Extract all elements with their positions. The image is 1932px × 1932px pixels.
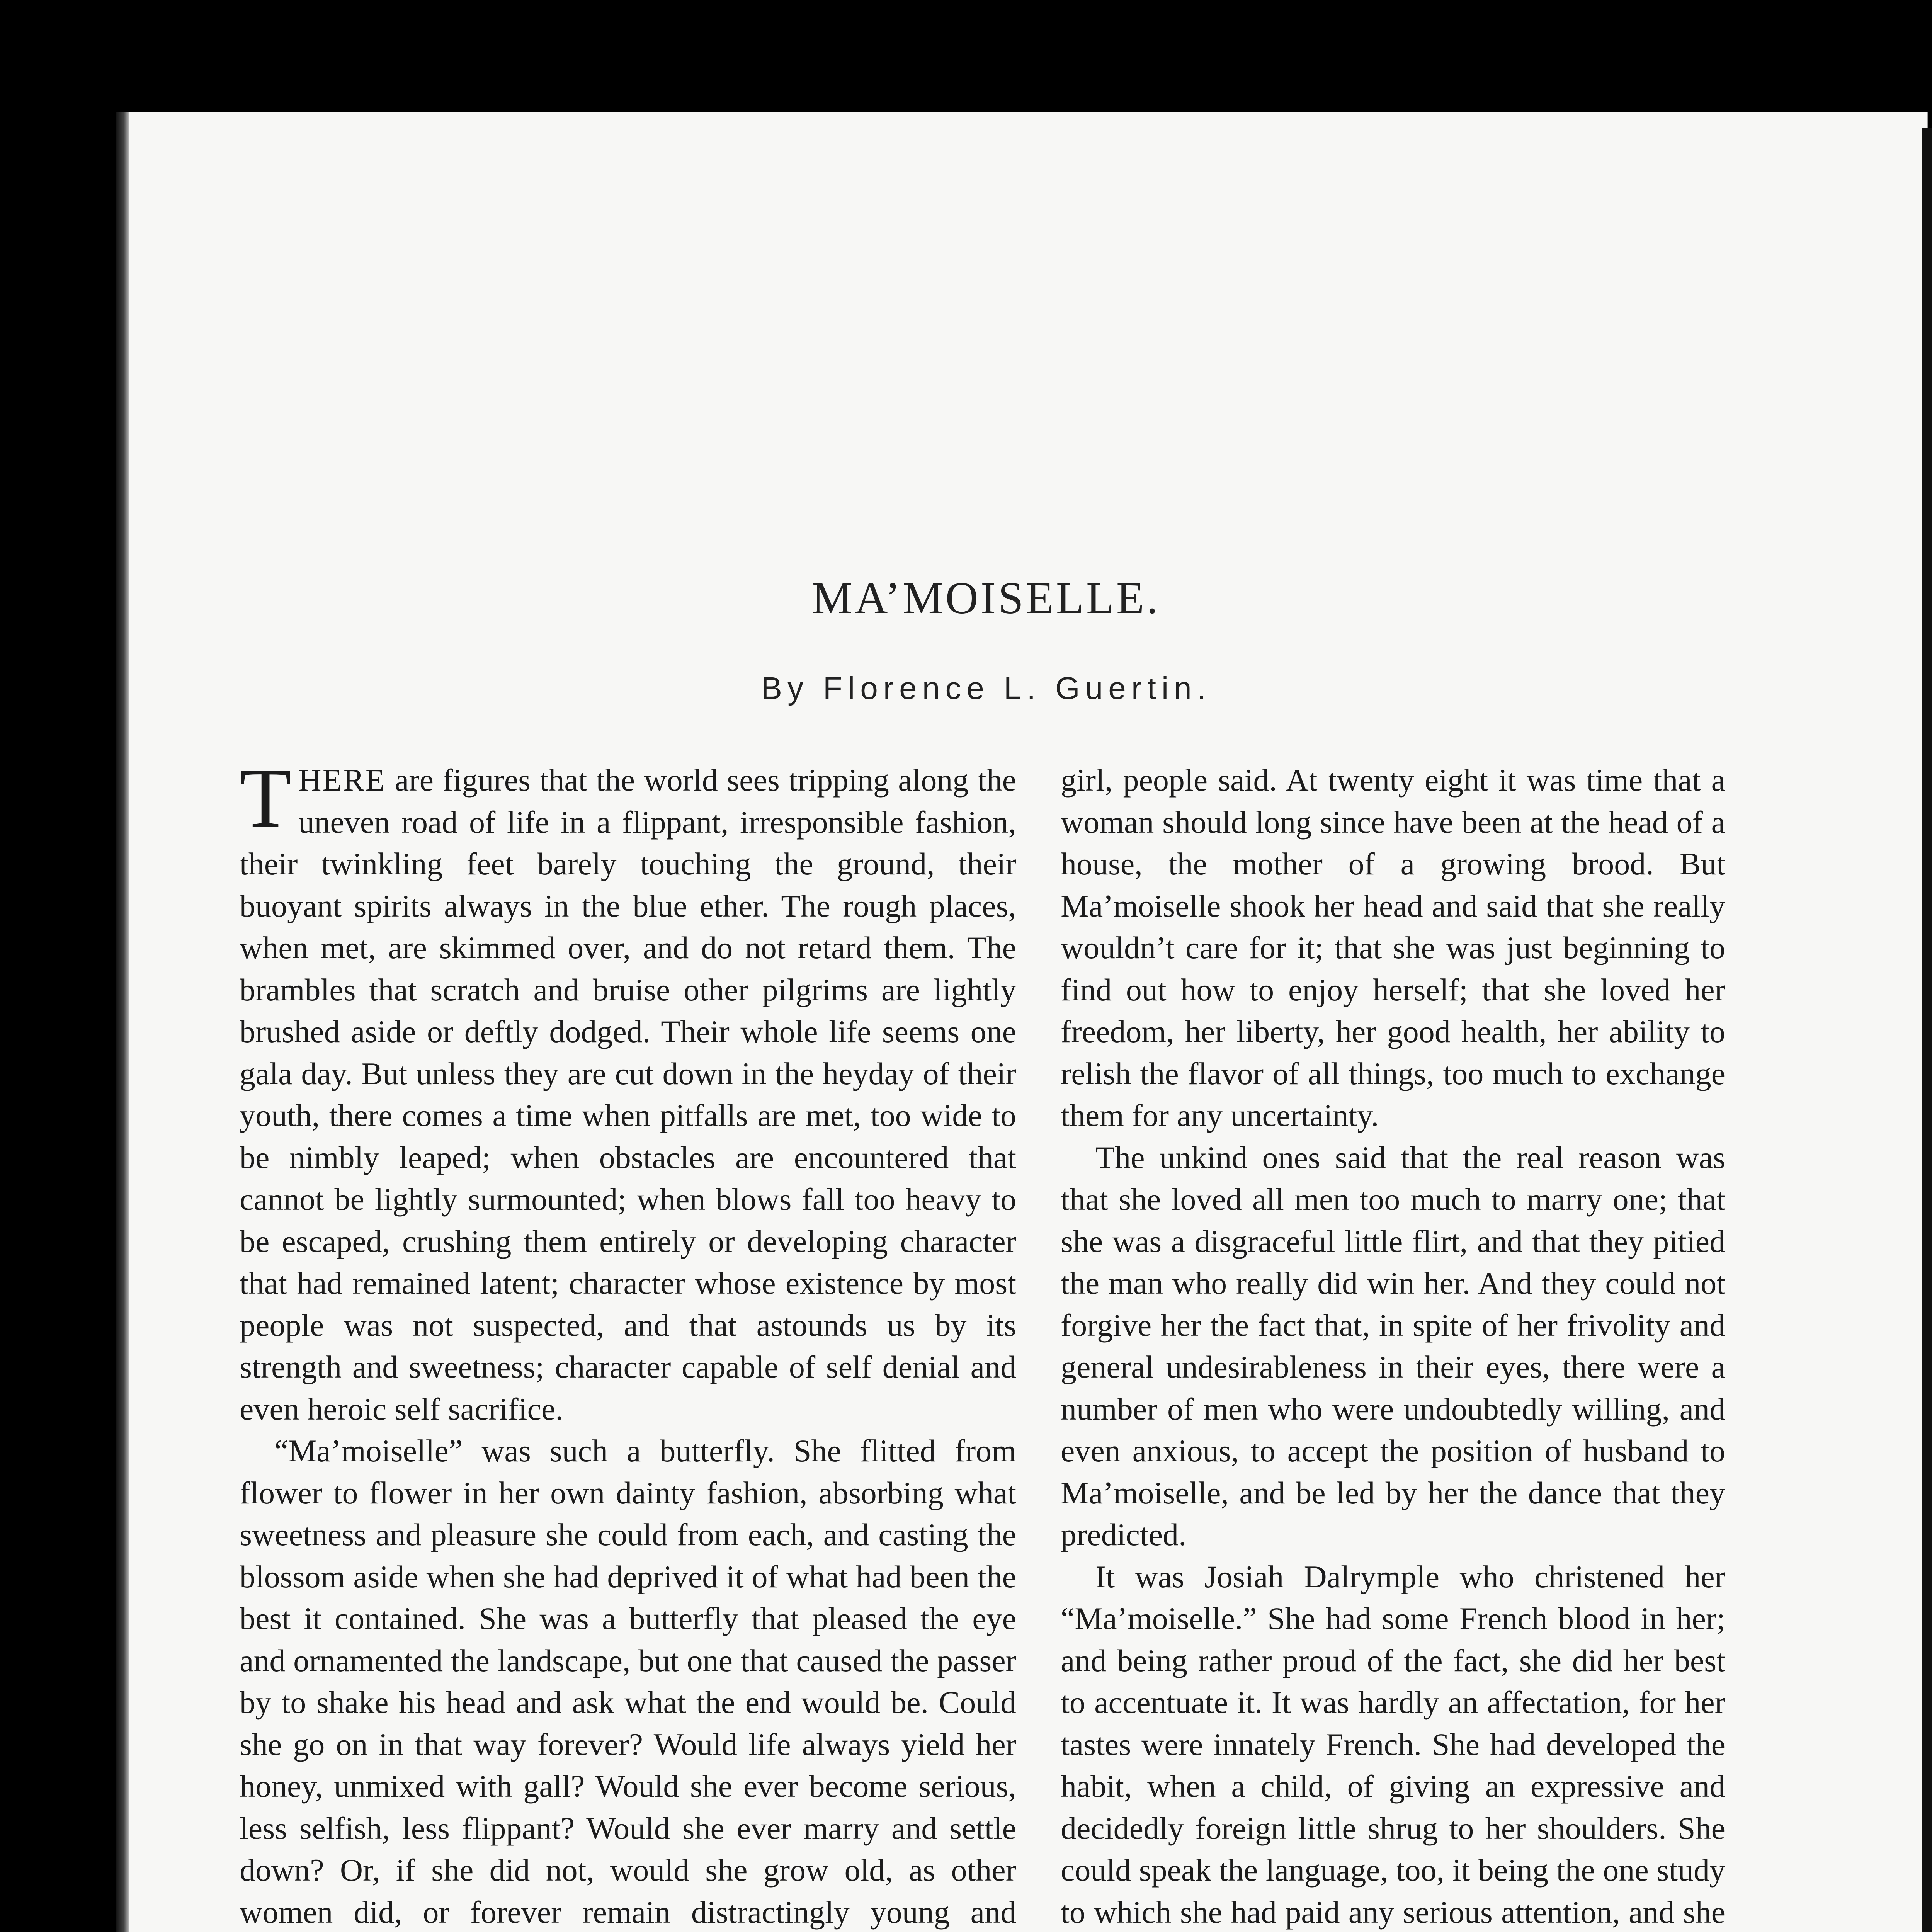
article-byline: By Florence L. Guertin.	[761, 671, 1211, 706]
paragraph: girl, people said. At twenty eight it was time that a woman should long since have been at the head of a house, the mother of a growing brood. But Ma’moiselle shook her head and said that she really wouldn’t care for it; that she was just beginning to find out how to enjoy herself; that she loved her freedom, her liberty, her good health, her ability to relish the flavor of all things, too much to exchange them for any uncertainty.	[1061, 762, 1725, 1133]
page-binding-edge	[116, 112, 129, 1932]
paragraph: It was Josiah Dalrymple who christened her “Ma’moiselle.” She had some French blood in her; and being rather proud of the fact, she did her best to accentuate it. It was hardly an affectation, for her tastes were innately French. She had developed the habit, when a child, of giving an expressive and decidedly foreign little shrug to her shoulders. She could speak the language, too, it being the one study to which she had paid any serious attention, and she	[1061, 1559, 1725, 1930]
paragraph-text: are figures that the world sees tripping along the uneven road of life in a flippant, irresponsible fashion, their twinkling feet barely touching the ground, their buoyant spirits always in the blue ether. The rough places, when met, are skimmed over, and do not retard them. The brambles that scratch and bruise other pilgrims are lightly brushed aside or deftly dodged. Their whole life seems one gala day. But unless they are cut down in the heyday of their youth, there comes a time when pitfalls are met, too wide to be nimbly leaped; when obstacles are encountered that cannot be lightly surmounted; when blows fall too heavy to be escaped, crushing them entirely or developing character that had remained latent; character whose existence by most people was not suspected, and that astounds us by its strength and sweetness; character capable of self denial and even heroic self sacrifice.	[240, 762, 1016, 1427]
drop-cap: T	[240, 751, 292, 845]
paragraph: “Ma’moiselle” was such a butterfly. She flitted from flower to flower in her own dainty fashion, absorbing what sweetness and pleasure she could from each, and casting the blossom aside when she had deprived it of what had been the best it contained. She was a butterfly that pleased the eye and ornamented the landscape, but one that caused the passer by to shake his head and ask what the end would be. Could she go on in that way forever? Would life always yield her honey, unmixed with gall? Would she ever become serious, less selfish, less flippant? Would she ever marry and settle down? Or, if she did not, would she grow old, as other women did, or forever remain distractingly young and	[240, 1433, 1016, 1930]
left-text-column	[240, 751, 1016, 1932]
right-text-column	[1061, 759, 1725, 1932]
paragraph: The unkind ones said that the real reason was that she loved all men too much to marry one; that she was a disgraceful little flirt, and that they pitied the man who really did win her. And they could not forgive her the fact that, in spite of her frivolity and general undesirableness in their eyes, there were a number of men who were undoubtedly willing, and even anxious, to accept the position of husband to Ma’moiselle, and be led by her the dance that they predicted.	[1061, 1139, 1725, 1552]
next-page-edge	[1922, 128, 1932, 1932]
opening-word: HERE	[298, 762, 386, 798]
article-title: MA’MOISELLE.	[812, 573, 1160, 623]
paragraph	[240, 751, 1016, 1430]
